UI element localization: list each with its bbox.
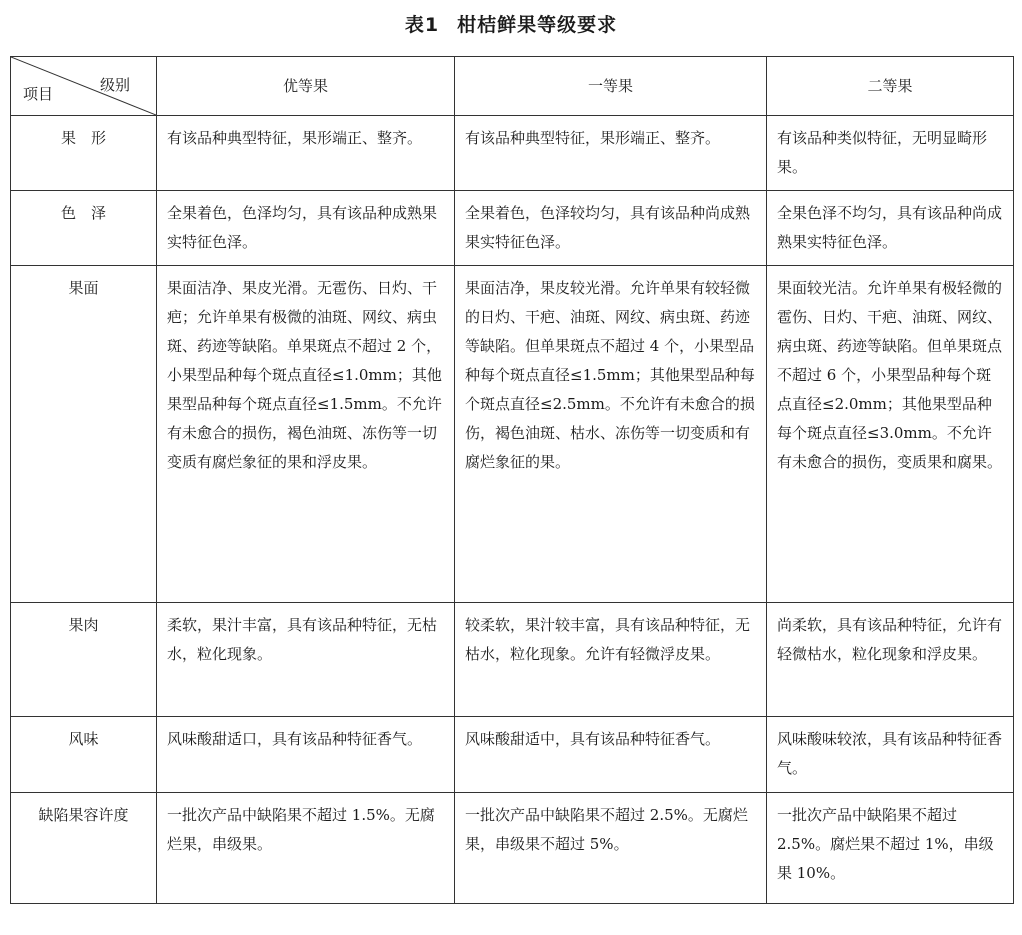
table-cell: 果面较光洁。允许单果有极轻微的雹伤、日灼、干疤、油斑、网纹、病虫斑、药迹等缺陷。但单果斑点不超过 6 个，小果型品种每个斑点直径≤2.0mm；其他果型品种每个斑点直径≤3.0mm。不允许有未愈合的损伤，变质果和腐果。	[767, 266, 1014, 603]
table-row	[11, 793, 1014, 904]
table-row	[11, 191, 1014, 266]
table-cell: 一批次产品中缺陷果不超过 2.5%。无腐烂果，串级果不超过 5%。	[455, 793, 767, 904]
header-first-grade: 一等果	[455, 57, 767, 116]
table-title: 柑桔鲜果等级要求	[457, 14, 618, 36]
row-label-defect-tolerance: 缺陷果容许度	[11, 793, 157, 904]
row-label-surface: 果面	[11, 266, 157, 603]
table-cell: 全果着色，色泽均匀，具有该品种成熟果实特征色泽。	[157, 191, 455, 266]
table-cell: 果面洁净、果皮光滑。无雹伤、日灼、干疤；允许单果有极微的油斑、网纹、病虫斑、药迹等缺陷。单果斑点不超过 2 个，小果型品种每个斑点直径≤1.0mm；其他果型品种每个斑点直径≤1.5mm。不允许有未愈合的损伤，褐色油斑、冻伤等一切变质有腐烂象征的果和浮皮果。	[157, 266, 455, 603]
table-row	[11, 266, 1014, 603]
row-label-color: 色 泽	[11, 191, 157, 266]
row-label-flesh: 果肉	[11, 603, 157, 717]
table-cell: 有该品种典型特征，果形端正、整齐。	[455, 116, 767, 191]
corner-item-label: 项目	[23, 85, 54, 103]
table-cell: 全果着色，色泽较均匀，具有该品种尚成熟果实特征色泽。	[455, 191, 767, 266]
table-row	[11, 717, 1014, 793]
table-cell: 一批次产品中缺陷果不超过 1.5%。无腐烂果，串级果。	[157, 793, 455, 904]
table-row	[11, 603, 1014, 717]
header-second-grade: 二等果	[767, 57, 1014, 116]
table-number: 表1	[404, 14, 440, 36]
table-cell: 风味酸甜适口，具有该品种特征香气。	[157, 717, 455, 793]
grade-requirements-table	[10, 56, 1014, 904]
corner-header-cell	[11, 57, 157, 116]
row-label-shape: 果 形	[11, 116, 157, 191]
table-cell: 较柔软，果汁较丰富，具有该品种特征，无枯水，粒化现象。允许有轻微浮皮果。	[455, 603, 767, 717]
header-row	[11, 57, 1014, 116]
row-label-flavor: 风味	[11, 717, 157, 793]
table-cell: 柔软，果汁丰富，具有该品种特征，无枯水，粒化现象。	[157, 603, 455, 717]
table-caption	[0, 10, 1022, 37]
table-cell: 一批次产品中缺陷果不超过 2.5%。腐烂果不超过 1%，串级果 10%。	[767, 793, 1014, 904]
table-cell: 有该品种类似特征，无明显畸形果。	[767, 116, 1014, 191]
table-cell: 尚柔软，具有该品种特征，允许有轻微枯水，粒化现象和浮皮果。	[767, 603, 1014, 717]
corner-level-label: 级别	[99, 76, 130, 94]
table-cell: 风味酸味较浓，具有该品种特征香气。	[767, 717, 1014, 793]
header-premium-grade: 优等果	[157, 57, 455, 116]
table-cell: 全果色泽不均匀，具有该品种尚成熟果实特征色泽。	[767, 191, 1014, 266]
table-cell: 有该品种典型特征，果形端正、整齐。	[157, 116, 455, 191]
table-cell: 果面洁净，果皮较光滑。允许单果有较轻微的日灼、干疤、油斑、网纹、病虫斑、药迹等缺陷。但单果斑点不超过 4 个，小果型品种每个斑点直径≤1.5mm；其他果型品种每个斑点直径≤2.5mm。不允许有未愈合的损伤，褐色油斑、枯水、冻伤等一切变质和有腐烂象征的果。	[455, 266, 767, 603]
table-cell: 风味酸甜适中，具有该品种特征香气。	[455, 717, 767, 793]
table-row	[11, 116, 1014, 191]
